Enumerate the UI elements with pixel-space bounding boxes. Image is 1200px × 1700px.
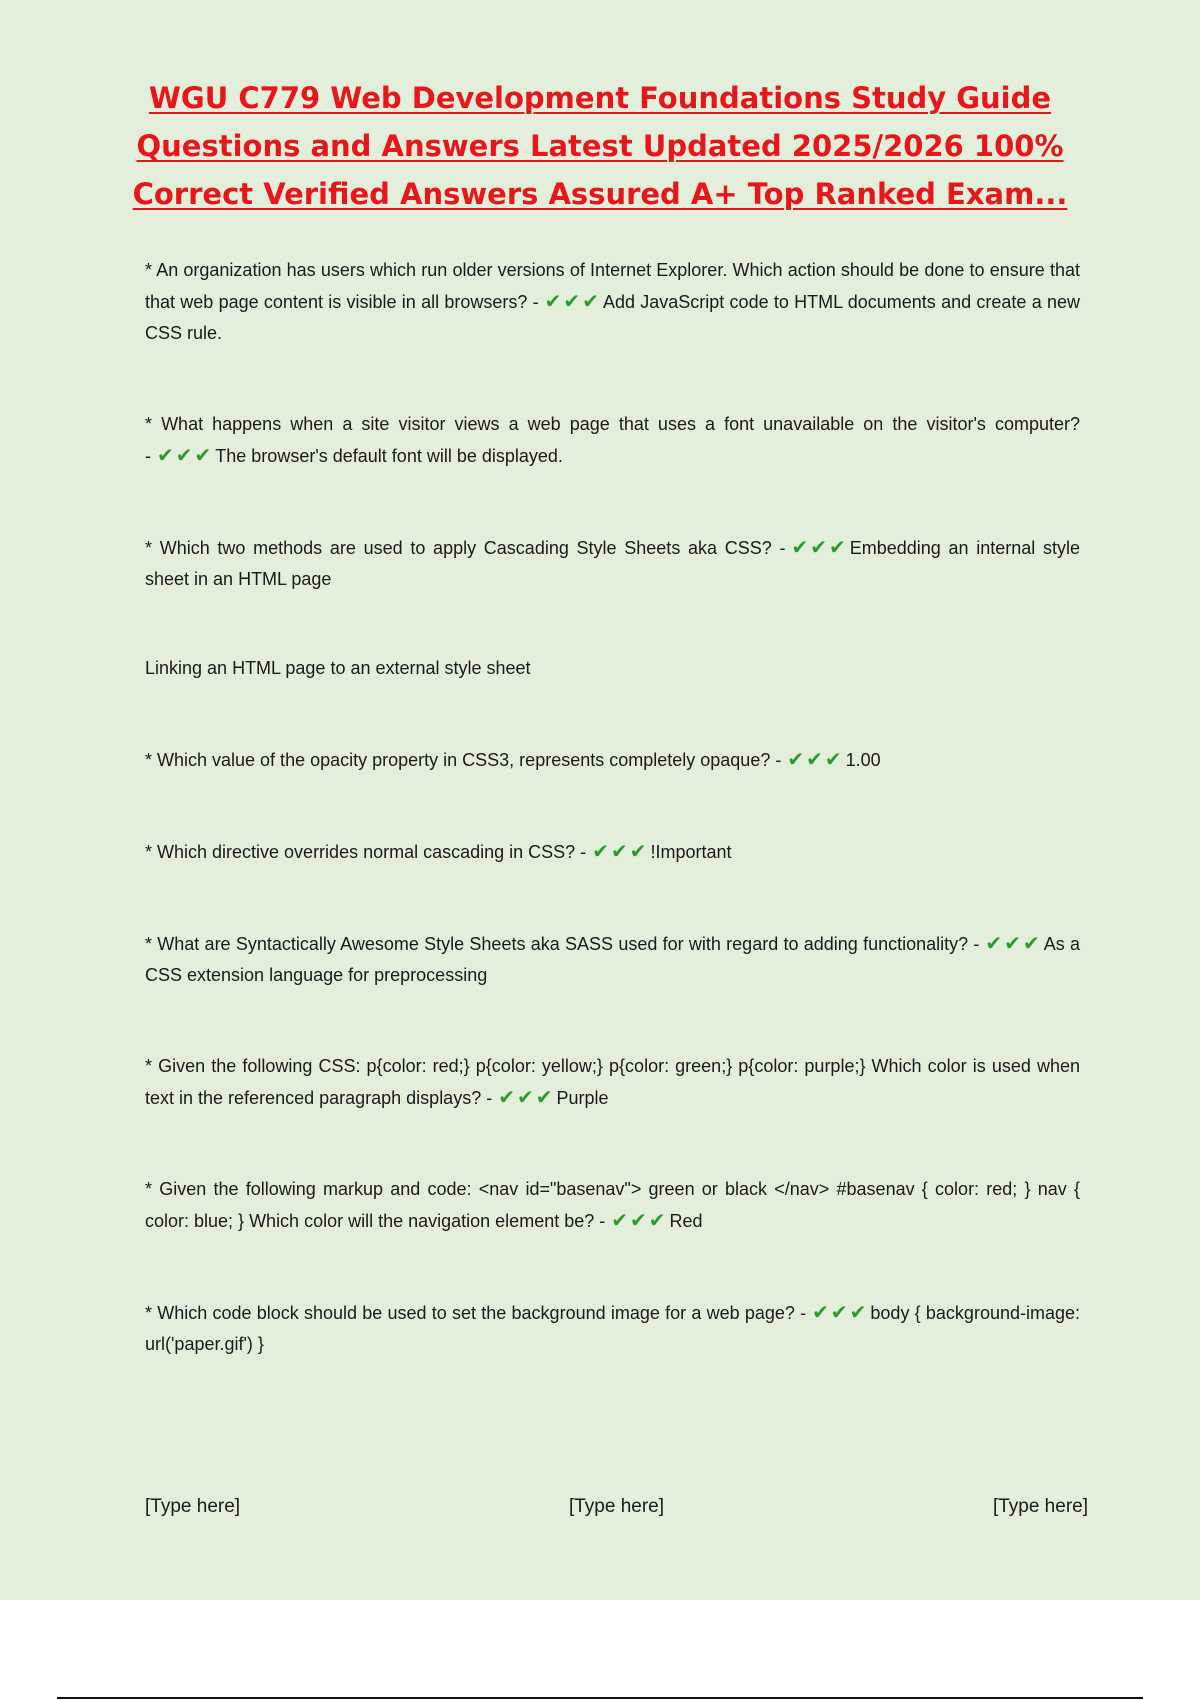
- qa-item: [145, 532, 1080, 595]
- answer-continuation-text: Linking an HTML page to an external style sheet: [145, 658, 531, 678]
- check-marks-icon: ✔✔✔: [498, 1085, 555, 1109]
- question-text: * Which two methods are used to apply Cascading Style Sheets aka CSS? -: [145, 538, 786, 558]
- check-marks-icon: ✔✔✔: [787, 747, 844, 771]
- check-marks-icon: ✔✔✔: [544, 289, 601, 313]
- answer-text: The browser's default font will be displayed.: [215, 446, 563, 466]
- answer-text: As a CSS extension language for preprocessing: [145, 934, 1080, 985]
- qa-item: [145, 1051, 1080, 1114]
- qa-item: [145, 255, 1080, 349]
- question-text: * What are Syntactically Awesome Style Sheets aka SASS used for with regard to adding functionality? -: [145, 934, 980, 954]
- question-text: * Which code block should be used to set the background image for a web page? -: [145, 1303, 807, 1323]
- footer-right-placeholder[interactable]: [Type here]: [992, 1496, 1088, 1517]
- question-text: * An organization has users which run older versions of Internet Explorer. Which action should be done to ensure that that web page content is visible in all browsers? -: [145, 260, 1080, 312]
- check-marks-icon: ✔✔✔: [611, 1208, 668, 1232]
- page-footer: [145, 1496, 1088, 1518]
- qa-item: [145, 409, 1080, 472]
- answer-text: !Important: [650, 842, 732, 862]
- title-line-3: Correct Verified Answers Assured A+ Top Ranked Exam...: [132, 177, 1068, 211]
- question-text: * What happens when a site visitor views a web page that uses a font unavailable on the visitor's computer? -: [145, 414, 1080, 466]
- answer-text: Purple: [556, 1088, 609, 1108]
- question-text: * Given the following markup and code: <nav id="basenav"> green or black </nav> #basenav { color: red; } nav { color: blue; } Which color will the navigation element be? -: [145, 1179, 1080, 1231]
- answer-text: Add JavaScript code to HTML documents and create a new CSS rule.: [145, 292, 1080, 343]
- check-marks-icon: ✔✔✔: [791, 535, 848, 559]
- document-title: [130, 74, 1070, 218]
- title-line-2: Questions and Answers Latest Updated 2025/2026 100%: [136, 129, 1064, 163]
- qa-item: [145, 1297, 1080, 1360]
- qa-item: [145, 744, 1080, 776]
- check-marks-icon: ✔✔✔: [592, 839, 649, 863]
- question-text: * Given the following CSS: p{color: red;} p{color: yellow;} p{color: green;} p{color: purple;} Which color is used when text in the referenced paragraph displays? -: [145, 1056, 1080, 1108]
- qa-item: [145, 1174, 1080, 1237]
- check-marks-icon: ✔✔✔: [157, 443, 214, 467]
- question-text: * Which directive overrides normal cascading in CSS? -: [145, 842, 587, 862]
- question-text: * Which value of the opacity property in CSS3, represents completely opaque? -: [145, 750, 782, 770]
- answer-text: 1.00: [845, 750, 881, 770]
- check-marks-icon: ✔✔✔: [985, 931, 1042, 955]
- answer-text: Embedding an internal style sheet in an HTML page: [145, 538, 1080, 589]
- qa-item: [145, 836, 1080, 868]
- qa-list: [145, 255, 1080, 1420]
- title-line-1: WGU C779 Web Development Foundations Study Guide: [148, 81, 1052, 115]
- footer-left-placeholder[interactable]: [Type here]: [145, 1496, 241, 1517]
- footer-center-placeholder[interactable]: [Type here]: [568, 1496, 665, 1517]
- page-divider: [57, 1697, 1143, 1699]
- answer-continuation: [145, 653, 1080, 684]
- answer-text: body { background-image: url('paper.gif') }: [145, 1303, 1081, 1354]
- answer-text: Red: [669, 1211, 703, 1231]
- qa-item: [145, 928, 1080, 991]
- check-marks-icon: ✔✔✔: [812, 1300, 869, 1324]
